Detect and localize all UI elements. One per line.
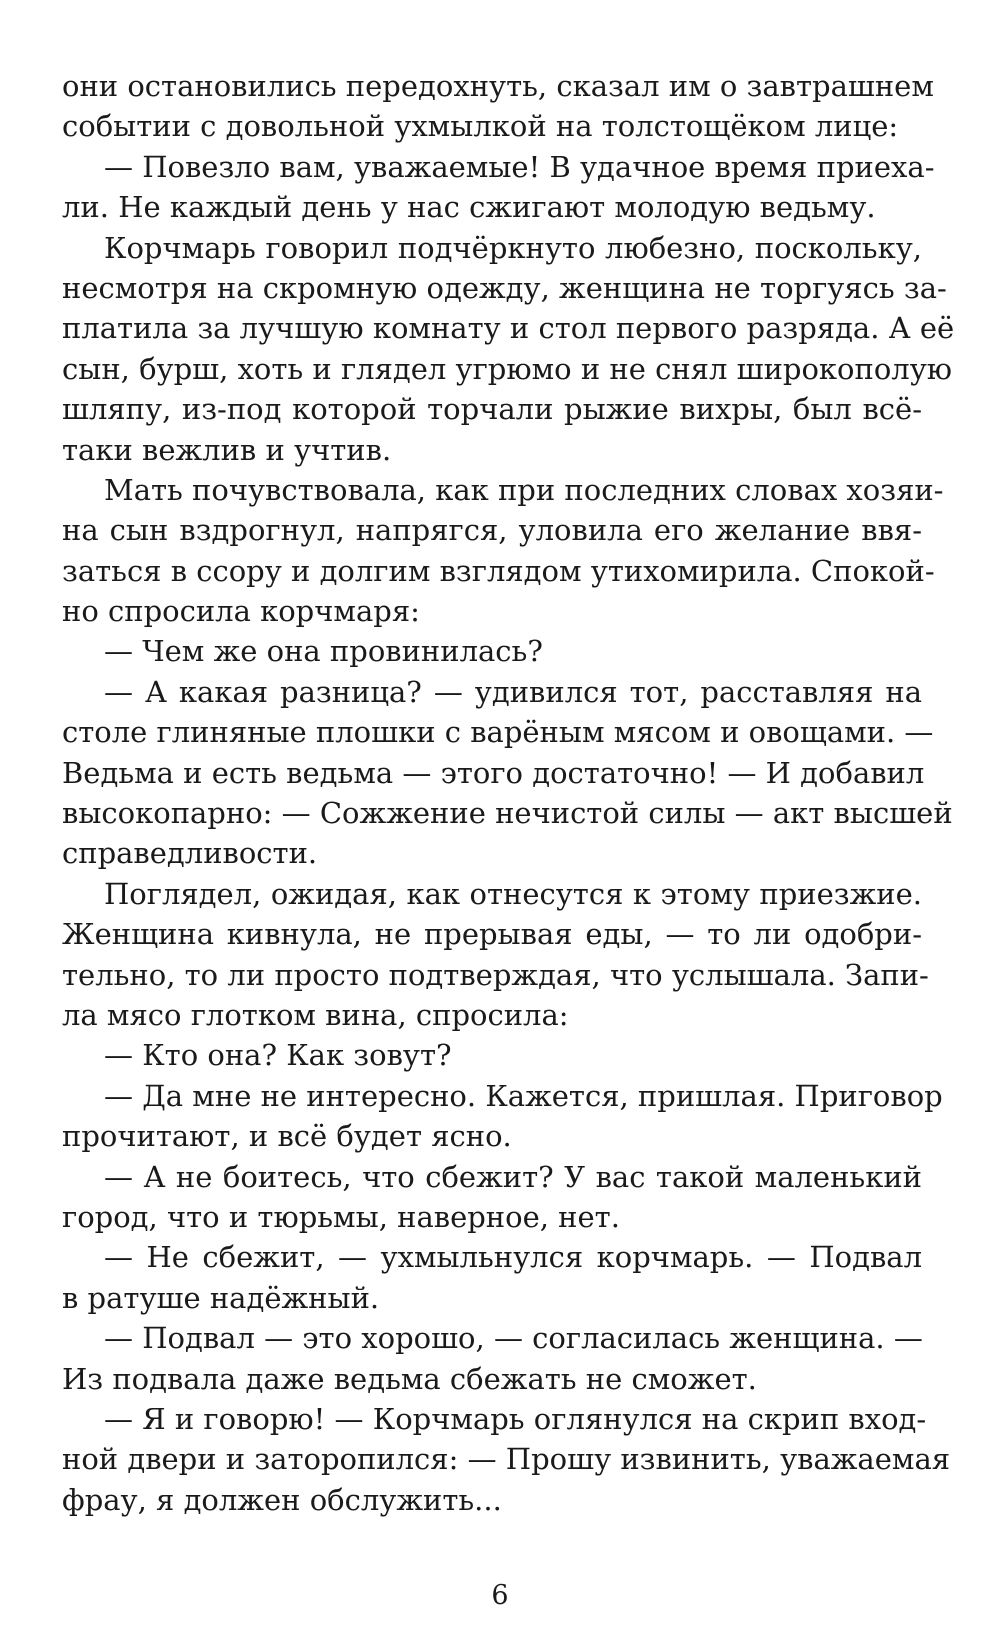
text-line: Корчмарь говорил подчёркнуто любезно, поскольку, [104,230,922,265]
text-line: платила за лучшую комнату и стол первого разряда. А её [62,311,955,346]
text-line: фрау, я должен обслужить... [62,1482,502,1517]
text-line: город, что и тюрьмы, наверное, нет. [62,1199,620,1234]
page-body-text [62,66,955,1520]
text-line: событии с довольной ухмылкой на толстощёком лице: [62,109,899,144]
text-line: ли. Не каждый день у нас сжигают молодую ведьму. [62,190,876,225]
text-line: — Чем же она провинилась? [104,634,543,669]
text-line: — Кто она? Как зовут? [104,1038,452,1073]
text-line: тельно, то ли просто подтверждая, что услышала. Запи- [62,957,929,992]
text-line: несмотря на скромную одежду, женщина не торгуясь за- [62,270,947,305]
text-line: ной двери и заторопился: — Прошу извинить, уважаемая [62,1442,951,1477]
text-line: на сын вздрогнул, напрягся, уловила его желание ввя- [62,513,922,548]
text-line: Мать почувствовала, как при последних словах хозяи- [104,472,944,507]
text-line: сын, бурш, хоть и глядел угрюмо и не снял широкополую [62,351,953,386]
text-line: — Повезло вам, уважаемые! В удачное время приеха- [104,149,935,184]
text-line: — Я и говорю! — Корчмарь оглянулся на скрип вход- [104,1401,927,1436]
text-line: — А не боитесь, что сбежит? У вас такой маленький [104,1159,922,1194]
text-line: заться в ссору и долгим взглядом утихомирила. Спокой- [62,553,935,588]
text-line: они остановились передохнуть, сказал им о завтрашнем [62,69,934,103]
text-line: ла мясо глотком вина, спросила: [62,997,569,1032]
text-line: — Да мне не интересно. Кажется, пришлая. Приговор [104,1078,943,1113]
text-line: справедливости. [62,836,318,871]
text-line: в ратуше надёжный. [62,1280,380,1315]
page-number: 6 [491,1580,509,1611]
text-line: — А какая разница? — удивился тот, расставляя на [104,674,922,709]
text-line: прочитают, и всё будет ясно. [62,1119,512,1154]
text-line: шляпу, из-под которой торчали рыжие вихры, был всё- [62,392,922,427]
text-line: столе глиняные плошки с варёным мясом и овощами. — [62,715,934,750]
text-line: таки вежлив и учтив. [62,432,392,467]
text-line: но спросила корчмаря: [62,594,420,629]
text-line: Из подвала даже ведьма сбежать не сможет. [62,1361,757,1396]
text-line: Ведьма и есть ведьма — этого достаточно! — И добавил [62,755,925,790]
text-line: Женщина кивнула, не прерывая еды, — то ли одобри- [62,917,922,952]
text-line: Поглядел, ожидая, как отнесутся к этому приезжие. [104,876,922,911]
text-line: высокопарно: — Сожжение нечистой силы — акт высшей [62,796,953,831]
text-line: — Подвал — это хорошо, — согласилась женщина. — [104,1321,923,1356]
text-line: — Не сбежит, — ухмыльнулся корчмарь. — Подвал [104,1240,922,1275]
